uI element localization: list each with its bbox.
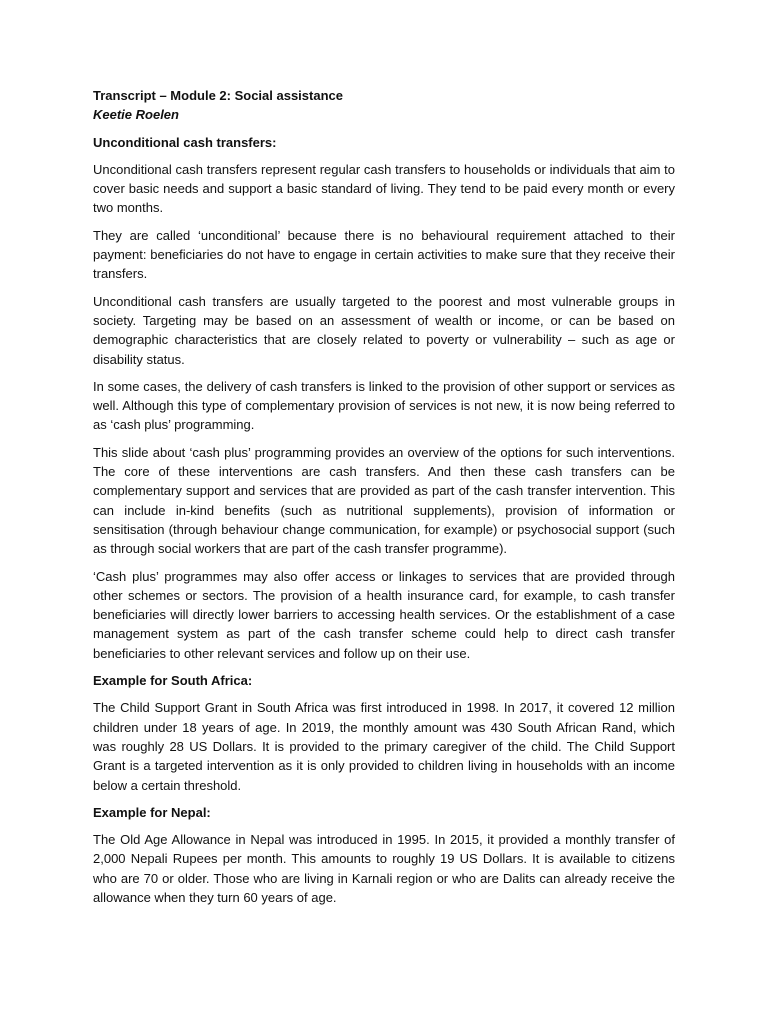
section-heading: Unconditional cash transfers: bbox=[93, 134, 277, 150]
document-title: Transcript – Module 2: Social assistance bbox=[93, 88, 343, 103]
section-unconditional-cash-transfers bbox=[93, 133, 675, 663]
paragraph: The Child Support Grant in South Africa was first introduced in 1998. In 2017, it covered 12 million children under 18 years of age. In 2019, the monthly amount was 430 South African Rand, which was roughly 28 US Dollars. It is provided to the primary caregiver of the child. The Child Support Grant is a targeted intervention as it is only provided to children living in households with an income below a certain threshold. bbox=[93, 700, 675, 793]
paragraph: Unconditional cash transfers are usually targeted to the poorest and most vulnerable groups in society. Targeting may be based on an assessment of wealth or income, or can be based on demographic characteristics that are closely related to poverty or vulnerability – such as age or disability status. bbox=[93, 293, 675, 367]
section-example-nepal bbox=[93, 803, 675, 907]
section-example-south-africa bbox=[93, 671, 675, 795]
section-heading: Example for South Africa: bbox=[93, 673, 253, 689]
paragraph: ‘Cash plus’ programmes may also offer access or linkages to services that are provided through other schemes or sectors. The provision of a health insurance card, for example, to cash transfer beneficiaries will directly lower barriers to accessing health services. Or the establishment of a case management system as part of the cash transfer scheme could help to direct cash transfer beneficiaries to other relevant services and follow up on their use. bbox=[93, 568, 675, 661]
paragraph: They are called ‘unconditional’ because there is no behavioural requirement attached to their payment: beneficiaries do not have to engage in certain activities to make sure that they receive their transfers. bbox=[93, 227, 675, 282]
document-page bbox=[93, 86, 675, 915]
paragraph: Unconditional cash transfers represent regular cash transfers to households or individuals that aim to cover basic needs and support a basic standard of living. They tend to be paid every month or every two months. bbox=[93, 161, 675, 216]
document-author: Keetie Roelen bbox=[93, 107, 179, 123]
paragraph: In some cases, the delivery of cash transfers is linked to the provision of other support or services as well. Although this type of complementary provision of services is not new, it is now being referred to as ‘cash plus’ programming. bbox=[93, 378, 675, 433]
paragraph: This slide about ‘cash plus’ programming provides an overview of the options for such interventions. The core of these interventions are cash transfers. And then these cash transfers can be complementary support and services that are provided as part of the cash transfer intervention. This can include in-kind benefits (such as nutritional supplements), provision of information or sensitisation (through behaviour change communication, for example) or psychosocial support (such as through social workers that are part of the cash transfer programme). bbox=[93, 444, 675, 557]
section-heading: Example for Nepal: bbox=[93, 804, 211, 820]
paragraph: The Old Age Allowance in Nepal was introduced in 1995. In 2015, it provided a monthly transfer of 2,000 Nepali Rupees per month. This amounts to roughly 19 US Dollars. It is available to citizens who are 70 or older. Those who are living in Karnali region or who are Dalits can already receive the allowance when they turn 60 years of age. bbox=[93, 832, 675, 905]
